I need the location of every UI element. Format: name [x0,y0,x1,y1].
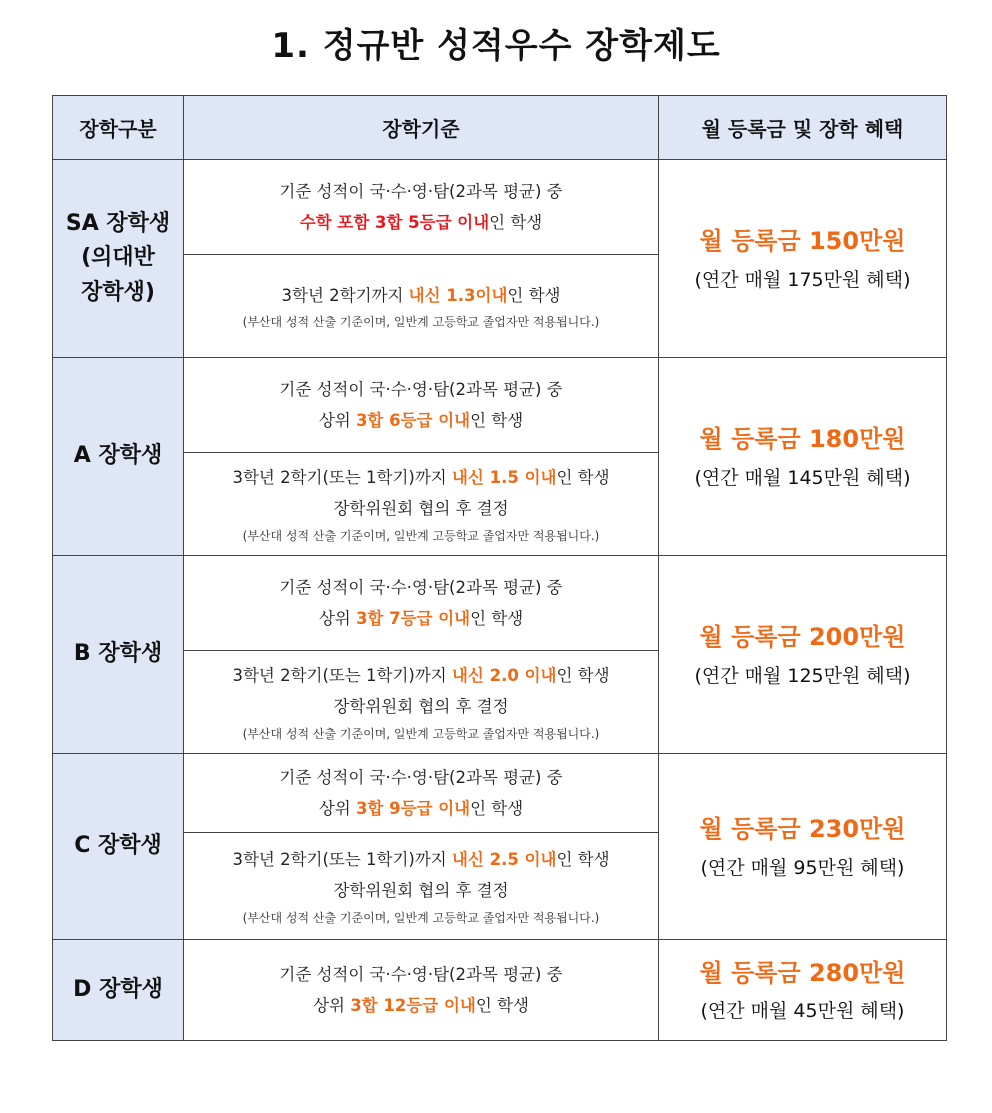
criteria-c-gpa: 3학년 2학기(또는 1학기)까지 내신 2.5 이내인 학생 장학위원회 협의 후 결정 (부산대 성적 산출 기준이며, 일반계 고등학교 졸업자만 적용됩니다.) [184,833,659,940]
category-a: A 장학생 [53,358,184,556]
criteria-sa-gpa: 3학년 2학기까지 내신 1.3이내인 학생 (부산대 성적 산출 기준이며, 일반계 고등학교 졸업자만 적용됩니다.) [184,255,659,358]
category-sa: SA 장학생 (의대반 장학생) [53,160,184,358]
criteria-c-exam: 기준 성적이 국·수·영·탐(2과목 평균) 중 상위 3합 9등급 이내인 학생 [184,754,659,833]
benefit-a: 월 등록금 180만원 (연간 매월 145만원 혜택) [659,358,947,556]
criteria-b-gpa: 3학년 2학기(또는 1학기)까지 내신 2.0 이내인 학생 장학위원회 협의 후 결정 (부산대 성적 산출 기준이며, 일반계 고등학교 졸업자만 적용됩니다.) [184,651,659,754]
category-d: D 장학생 [53,940,184,1041]
header-category: 장학구분 [53,96,184,160]
header-benefit: 월 등록금 및 장학 혜택 [659,96,947,160]
criteria-a-exam: 기준 성적이 국·수·영·탐(2과목 평균) 중 상위 3합 6등급 이내인 학생 [184,358,659,453]
scholarship-table [52,95,947,1041]
table-row-d [53,940,947,1041]
category-c: C 장학생 [53,754,184,940]
criteria-sa-exam: 기준 성적이 국·수·영·탐(2과목 평균) 중 수학 포함 3합 5등급 이내인 학생 [184,160,659,255]
criteria-a-gpa: 3학년 2학기(또는 1학기)까지 내신 1.5 이내인 학생 장학위원회 협의 후 결정 (부산대 성적 산출 기준이며, 일반계 고등학교 졸업자만 적용됩니다.) [184,453,659,556]
table-row-a [53,358,947,453]
table-row-c [53,754,947,833]
benefit-c: 월 등록금 230만원 (연간 매월 95만원 혜택) [659,754,947,940]
criteria-b-exam: 기준 성적이 국·수·영·탐(2과목 평균) 중 상위 3합 7등급 이내인 학생 [184,556,659,651]
benefit-b: 월 등록금 200만원 (연간 매월 125만원 혜택) [659,556,947,754]
table-row-b [53,556,947,651]
table-row-sa [53,160,947,255]
page-title: 1. 정규반 성적우수 장학제도 [271,26,721,66]
table-header-row [53,96,947,160]
category-b: B 장학생 [53,556,184,754]
header-criteria: 장학기준 [184,96,659,160]
benefit-d: 월 등록금 280만원 (연간 매월 45만원 혜택) [659,940,947,1041]
criteria-d-exam: 기준 성적이 국·수·영·탐(2과목 평균) 중 상위 3합 12등급 이내인 학생 [184,940,659,1041]
benefit-sa: 월 등록금 150만원 (연간 매월 175만원 혜택) [659,160,947,358]
